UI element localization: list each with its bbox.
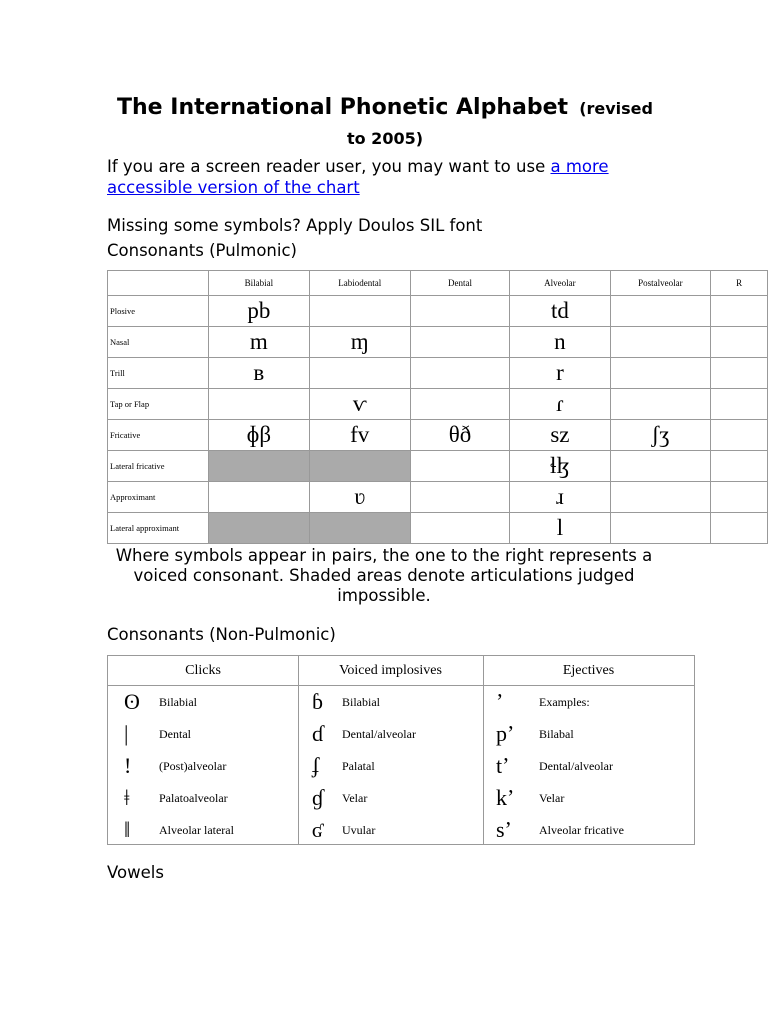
table-row — [108, 451, 768, 482]
symbol-cell — [610, 296, 710, 327]
symbol-cell — [410, 296, 509, 327]
symbol-cell — [711, 513, 768, 544]
symbol-cell: pb — [209, 296, 309, 327]
symbol-cell: td — [510, 296, 611, 327]
row-label: Nasal — [108, 327, 209, 358]
column-header: Voiced implosives — [298, 656, 483, 686]
list-item — [298, 718, 483, 750]
symbol-label: Bilabial — [159, 695, 197, 709]
symbol: ʘ — [124, 689, 140, 714]
pulmonic-table — [107, 270, 768, 544]
accessible-version-link[interactable]: a more accessible version of the chart — [107, 157, 609, 197]
vowels-heading: Vowels — [107, 863, 164, 882]
symbol-cell — [711, 420, 768, 451]
symbol-label: (Post)alveolar — [159, 759, 227, 773]
symbol-label: Dental — [159, 727, 191, 741]
column-header: Postalveolar — [610, 271, 710, 296]
symbol-cell: ⱱ — [309, 389, 410, 420]
symbol-label: Uvular — [342, 823, 376, 837]
symbol-cell — [610, 358, 710, 389]
symbol-cell: ɬɮ — [510, 451, 611, 482]
symbol-cell — [410, 482, 509, 513]
row-label: Fricative — [108, 420, 209, 451]
list-item — [298, 686, 483, 718]
list-item — [298, 814, 483, 846]
row-label: Trill — [108, 358, 209, 389]
column-header: R — [711, 271, 768, 296]
list-item — [298, 750, 483, 782]
symbol-cell — [711, 389, 768, 420]
symbol: kʼ — [496, 785, 515, 810]
symbol-label: Palatoalveolar — [159, 791, 228, 805]
symbol-label: Dental/alveolar — [539, 759, 613, 773]
pulmonic-note: Where symbols appear in pairs, the one to the right represents a voiced consonant. Shaded areas denote articulations judged impossible. — [115, 546, 653, 605]
shaded-cell — [209, 513, 309, 544]
symbol-cell — [309, 296, 410, 327]
symbol-cell — [711, 327, 768, 358]
table-row — [108, 327, 768, 358]
column-ejectives — [483, 656, 694, 844]
list-item — [108, 750, 298, 782]
symbol: ‖ — [124, 817, 131, 842]
symbol: ! — [124, 753, 132, 778]
nonpulmonic-table — [107, 655, 695, 845]
symbol-cell — [309, 358, 410, 389]
symbol-cell: m — [209, 327, 309, 358]
list-item — [483, 750, 694, 782]
symbol: ɗ — [312, 721, 323, 746]
pulmonic-header-row — [108, 271, 768, 296]
column-header: Bilabial — [209, 271, 309, 296]
symbol: sʼ — [496, 817, 512, 842]
symbol: pʼ — [496, 721, 515, 746]
symbol-cell: sz — [510, 420, 611, 451]
pulmonic-heading: Consonants (Pulmonic) — [107, 241, 297, 260]
symbol-label: Velar — [539, 791, 565, 805]
symbol-label: Alveolar fricative — [539, 823, 624, 837]
list-item — [483, 686, 694, 718]
symbol-cell — [610, 389, 710, 420]
screen-reader-note — [107, 156, 667, 198]
symbol-label: Examples: — [539, 695, 590, 709]
symbol-label: Velar — [342, 791, 368, 805]
list-item — [483, 718, 694, 750]
symbol-cell — [410, 513, 509, 544]
symbol: ɠ — [312, 785, 323, 810]
symbol-cell: ʙ — [209, 358, 309, 389]
row-label: Approximant — [108, 482, 209, 513]
symbol-label: Bilabal — [539, 727, 574, 741]
symbol-label: Alveolar lateral — [159, 823, 234, 837]
table-row — [108, 482, 768, 513]
list-item — [108, 814, 298, 846]
symbol: ɓ — [312, 689, 323, 714]
column-header: Dental — [410, 271, 509, 296]
symbol: tʼ — [496, 753, 510, 778]
symbol-cell — [711, 358, 768, 389]
symbol: | — [124, 721, 129, 746]
title-revised: (revised — [579, 99, 653, 118]
row-label: Tap or Flap — [108, 389, 209, 420]
list-item — [298, 782, 483, 814]
page-title — [100, 91, 670, 151]
shaded-cell — [309, 451, 410, 482]
symbol-cell — [610, 451, 710, 482]
symbol-cell: θð — [410, 420, 509, 451]
shaded-cell — [309, 513, 410, 544]
symbol-cell — [711, 482, 768, 513]
symbol-cell — [610, 513, 710, 544]
column-header: Labiodental — [309, 271, 410, 296]
symbol: ǂ — [124, 785, 130, 810]
list-item — [108, 782, 298, 814]
symbol-cell — [410, 451, 509, 482]
missing-symbols-note: Missing some symbols? Apply Doulos SIL font — [107, 216, 483, 235]
symbol-label: Dental/alveolar — [342, 727, 416, 741]
table-row — [108, 296, 768, 327]
column-clicks — [108, 656, 299, 844]
symbol-cell — [711, 451, 768, 482]
symbol-cell — [209, 482, 309, 513]
symbol-label: Palatal — [342, 759, 375, 773]
symbol-cell: ɾ — [510, 389, 611, 420]
row-label: Plosive — [108, 296, 209, 327]
symbol-label: Bilabial — [342, 695, 380, 709]
list-item — [483, 814, 694, 846]
symbol-cell: ʃʒ — [610, 420, 710, 451]
table-row — [108, 358, 768, 389]
title-main: The International Phonetic Alphabet — [117, 95, 569, 120]
symbol-cell — [410, 358, 509, 389]
shaded-cell — [209, 451, 309, 482]
screen-reader-text: If you are a screen reader user, you may want to use — [107, 157, 551, 176]
symbol-cell: l — [510, 513, 611, 544]
row-label: Lateral fricative — [108, 451, 209, 482]
symbol-cell — [410, 327, 509, 358]
symbol-cell — [711, 296, 768, 327]
list-item — [483, 782, 694, 814]
symbol: ʄ — [312, 753, 320, 778]
symbol-cell — [610, 482, 710, 513]
column-header — [108, 271, 209, 296]
table-row — [108, 513, 768, 544]
symbol: ʛ — [312, 817, 322, 842]
symbol-cell: r — [510, 358, 611, 389]
title-year: to 2005) — [346, 129, 424, 148]
table-row — [108, 420, 768, 451]
column-implosives — [298, 656, 484, 844]
symbol-cell — [209, 389, 309, 420]
symbol-cell — [410, 389, 509, 420]
list-item — [108, 718, 298, 750]
table-row — [108, 389, 768, 420]
symbol-cell: ɸβ — [209, 420, 309, 451]
symbol-cell: fv — [309, 420, 410, 451]
symbol: ʼ — [496, 689, 504, 714]
column-header: Ejectives — [483, 656, 694, 686]
symbol-cell — [610, 327, 710, 358]
symbol-cell: ʋ — [309, 482, 410, 513]
symbol-cell: ɱ — [309, 327, 410, 358]
symbol-cell: n — [510, 327, 611, 358]
symbol-cell: ɹ — [510, 482, 611, 513]
column-header: Clicks — [108, 656, 298, 686]
row-label: Lateral approximant — [108, 513, 209, 544]
nonpulmonic-heading: Consonants (Non-Pulmonic) — [107, 625, 336, 644]
column-header: Alveolar — [510, 271, 611, 296]
list-item — [108, 686, 298, 718]
